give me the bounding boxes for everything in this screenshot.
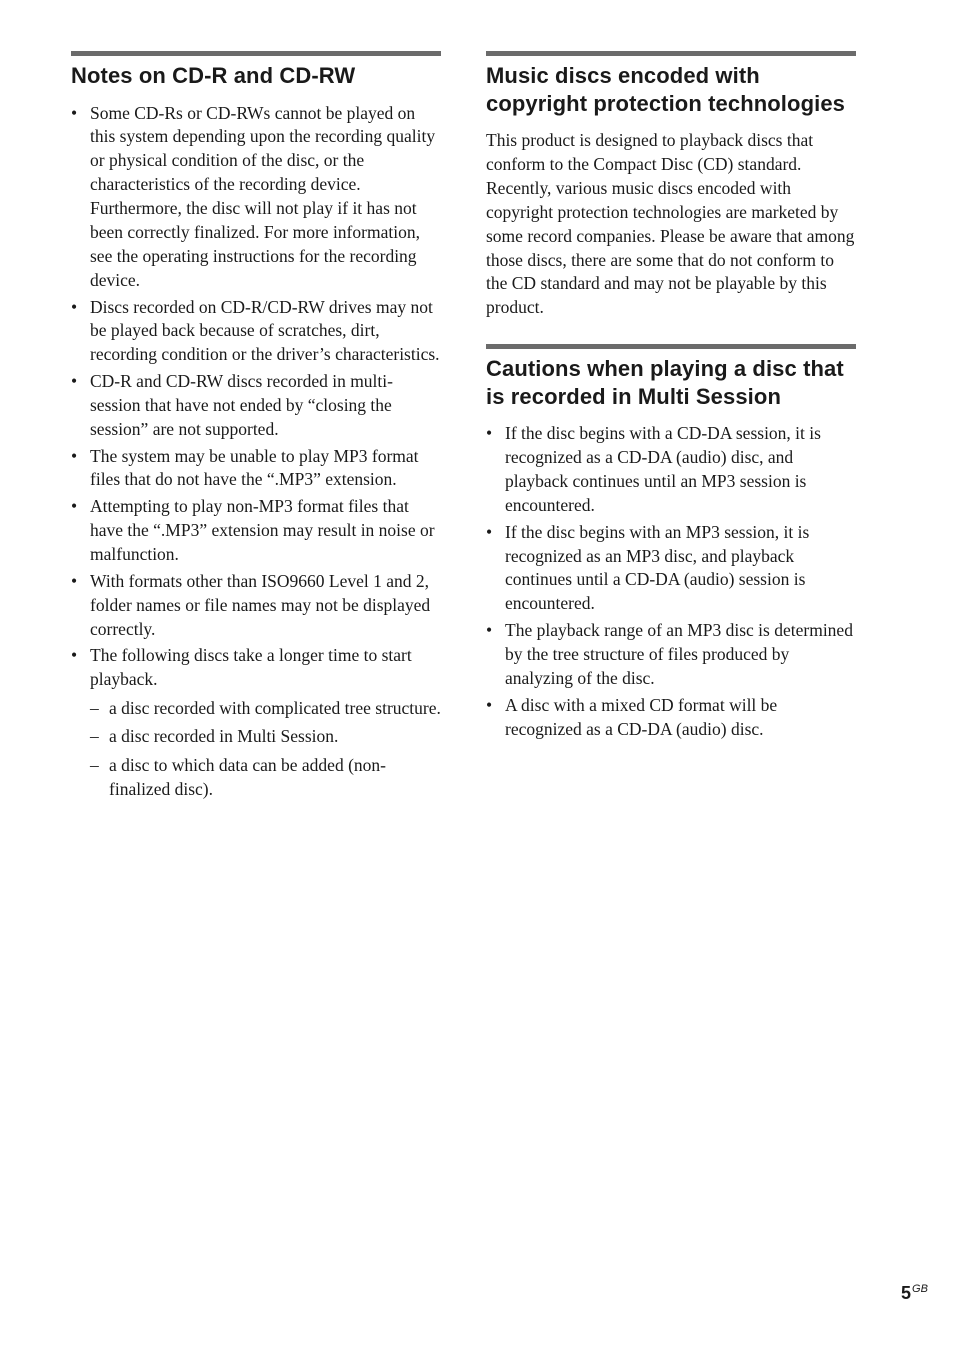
notes-heading: Notes on CD-R and CD-RW [71,63,356,88]
bullet-mark: • [71,371,78,392]
list-item [71,570,441,642]
list-item-text: With formats other than ISO9660 Level 1 and 2, folder names or file names may not be displayed correctly. [90,570,431,639]
copyright-heading: Music discs encoded with copyright protection technologies [486,63,845,116]
notes-list [71,102,441,802]
bullet-mark: • [486,694,493,715]
list-item-text: Attempting to play non-MP3 format files that have the “.MP3” extension may result in noise or malfunction. [90,496,435,564]
bullet-mark: • [71,445,78,466]
section-rule [486,344,856,349]
list-item-text: Discs recorded on CD-R/CD-RW drives may not be played back because of scratches, dirt, recording condition or the driver’s characteristics. [90,296,440,365]
page-number [901,1283,928,1304]
dash-mark: – [90,698,99,719]
cautions-list [486,422,856,741]
dash-mark: – [90,754,99,775]
list-item-text: Some CD-Rs or CD-RWs cannot be played on this system depending upon the recording quality or physical condition of the disc, or the characteristics of the recording device. Furthermore, the disc will not play if it has not been correctly finalized. For more information, see the operating instructions for the recording device. [90,102,436,290]
notes-section [71,51,441,802]
bullet-mark: • [486,423,493,444]
list-item-text: A disc with a mixed CD format will be recognized as a CD-DA (audio) disc. [505,694,778,739]
list-item [486,422,856,518]
right-column [486,51,856,765]
sub-list-item [90,697,441,721]
sub-list-item-text: a disc to which data can be added (non-finalized disc). [109,754,386,799]
bullet-mark: • [486,521,493,542]
sub-list-item-text: a disc recorded with complicated tree structure. [109,698,441,719]
bullet-mark: • [71,102,78,123]
bullet-mark: • [71,645,78,666]
dash-mark: – [90,726,99,747]
sub-list-item [90,754,441,802]
list-item-text: The playback range of an MP3 disc is determined by the tree structure of files produced by analyzing of the disc. [505,620,853,688]
list-item [486,694,856,742]
sub-list [90,697,441,802]
copyright-section [486,51,856,320]
bullet-mark: • [71,496,78,517]
list-item-text: The following discs take a longer time to start playback. [90,645,412,690]
section-rule [486,51,856,56]
page-suffix: GB [912,1283,928,1295]
sub-list-item [90,725,441,749]
copyright-paragraph: This product is designed to playback discs that conform to the Compact Disc (CD) standard. Recently, various music discs encoded with copyright protection technologies are marketed by some record companies. Please be aware that among those discs, there are some that do not conform to the CD standard and may not be playable by this product. [486,130,855,318]
list-item [71,296,441,368]
list-item-text: CD-R and CD-RW discs recorded in multi-session that have not ended by “closing the session” are not supported. [90,371,393,439]
list-item [71,102,441,293]
section-rule [71,51,441,56]
bullet-mark: • [486,620,493,641]
list-item [486,619,856,691]
list-item [71,644,441,801]
cautions-heading: Cautions when playing a disc that is recorded in Multi Session [486,356,844,409]
list-item-text: The system may be unable to play MP3 format files that do not have the “.MP3” extension. [90,445,419,490]
list-item-text: If the disc begins with a CD-DA session, it is recognized as a CD-DA (audio) disc, and playback continues until an MP3 session is encountered. [505,423,821,515]
list-item [71,445,441,493]
cautions-section [486,344,856,741]
list-item [486,521,856,617]
list-item [71,495,441,567]
bullet-mark: • [71,296,78,317]
bullet-mark: • [71,570,78,591]
list-item [71,370,441,442]
sub-list-item-text: a disc recorded in Multi Session. [109,726,339,747]
list-item-text: If the disc begins with an MP3 session, it is recognized as an MP3 disc, and playback continues until a CD-DA (audio) session is encountered. [505,521,810,614]
left-column [71,51,441,826]
page-number-value: 5 [901,1283,912,1303]
